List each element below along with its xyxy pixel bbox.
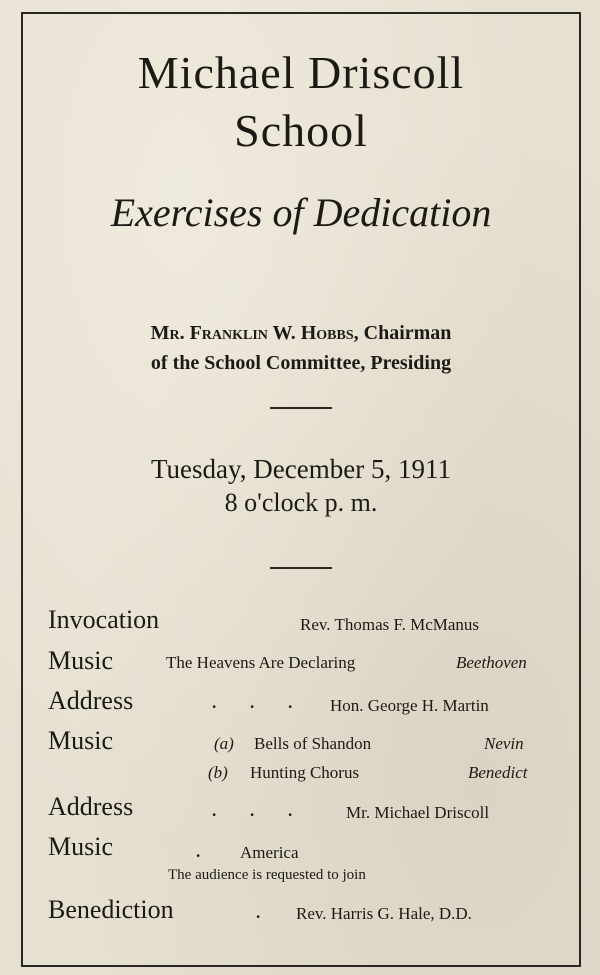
- leader-dot: .: [288, 693, 293, 712]
- program-label-benediction: Benediction: [48, 895, 174, 924]
- program-label-invocation: Invocation: [48, 605, 160, 634]
- presider-line-2: of the School Committee, Presiding: [150, 352, 452, 374]
- music-composer-b: Benedict: [468, 763, 528, 782]
- music-piece-b: Hunting Chorus: [250, 763, 360, 782]
- leader-dot: .: [256, 903, 261, 922]
- leader-dot: .: [250, 801, 255, 820]
- program-label-music: Music: [48, 832, 113, 861]
- leader-dot: .: [196, 842, 201, 861]
- divider-rule: [270, 567, 332, 569]
- leader-dot: .: [288, 801, 293, 820]
- music-marker-b: (b): [208, 763, 228, 782]
- title-line-1: Michael Driscoll: [137, 47, 465, 98]
- music-composer-a: Nevin: [484, 734, 524, 753]
- address-person: Mr. Michael Driscoll: [346, 803, 490, 822]
- invocation-person: Rev. Thomas F. McManus: [300, 615, 480, 634]
- title-line-2: School: [234, 105, 368, 156]
- program-label-music: Music: [48, 646, 113, 675]
- presider-role: , Chairman: [353, 322, 452, 344]
- audience-note: The audience is requested to join: [168, 867, 366, 883]
- benediction-person: Rev. Harris G. Hale, D.D.: [296, 904, 472, 923]
- leader-dot: .: [212, 693, 217, 712]
- music-composer: Beethoven: [456, 653, 527, 672]
- program-label-music: Music: [48, 726, 113, 755]
- music-piece: The Heavens Are Declaring: [166, 653, 356, 672]
- address-person: Hon. George H. Martin: [330, 696, 489, 715]
- program-label-address: Address: [48, 792, 134, 821]
- event-date: Tuesday, December 5, 1911: [151, 454, 451, 484]
- event-time: 8 o'clock p. m.: [224, 488, 378, 517]
- music-piece: America: [240, 843, 299, 862]
- presider-name: Mr. Franklin W. Hobbs: [150, 322, 354, 344]
- subtitle: Exercises of Dedication: [110, 190, 492, 235]
- leader-dot: .: [250, 693, 255, 712]
- leader-dot: .: [212, 801, 217, 820]
- program-label-address: Address: [48, 686, 134, 715]
- divider-rule: [270, 407, 332, 409]
- presider-line-1: [21, 318, 581, 348]
- music-piece-a: Bells of Shandon: [254, 734, 372, 753]
- music-marker-a: (a): [214, 734, 234, 753]
